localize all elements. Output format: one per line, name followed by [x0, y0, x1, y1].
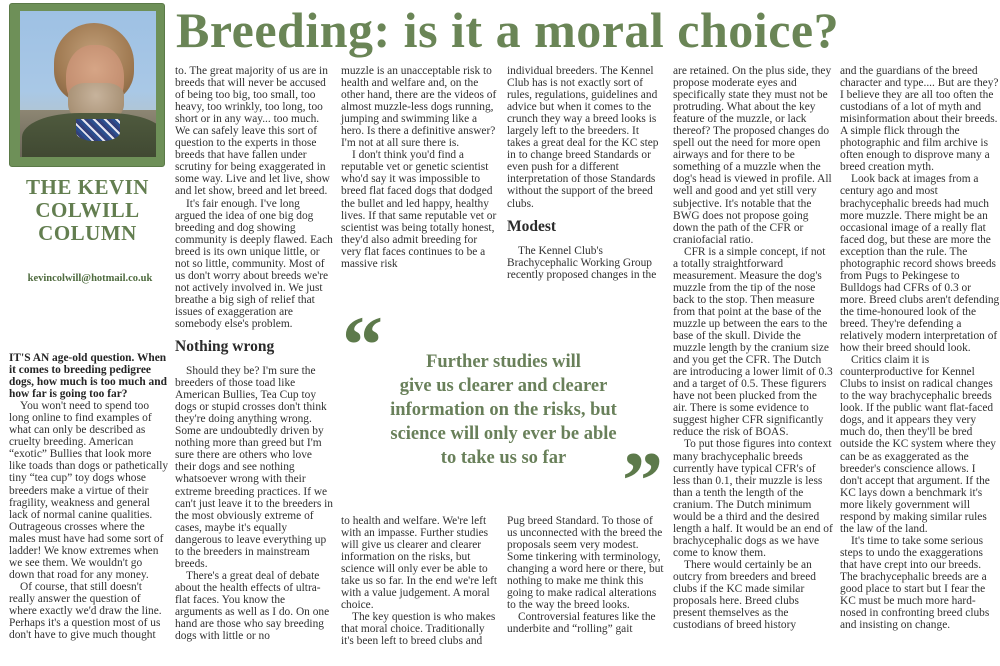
- body-paragraph: There would certainly be an outcry from breeders and breed clubs if the KC made similar proposals here. Breed clubs present themselves as the custodians of breed history: [673, 558, 816, 632]
- subheading-nothing-wrong: Nothing wrong: [175, 338, 275, 356]
- body-paragraph: It's time to take some serious steps to undo the exaggerations that have crept into our breeds. The brachycephalic breeds are a good place to start but I fear the KC must be much more hard-nosed in confronting breed clubs and insisting on change.: [840, 534, 990, 632]
- body-paragraph: There's a great deal of debate about the health effects of ultra-flat faces. You know the arguments as well as I do. On one hand are those who say breeding dogs with little or no: [175, 569, 330, 643]
- close-quote-icon: ”: [622, 435, 663, 526]
- article-column-6: [840, 65, 1000, 631]
- body-paragraph: Of course, that still doesn't really answer the question of where exactly we'd draw the line. Perhaps it's a question most of us don't have to give much thought: [9, 580, 162, 642]
- body-paragraph: I don't think you'd find a reputable vet or genetic scientist who'd say it was impossible to breed flat faced dogs that dodged the bullet and led happy, healthy lives. If that same reputable vet or scientist was being totally honest, they'd also admit breeding for very flat faces continues to be a massive risk: [341, 149, 497, 270]
- article-column-1: [9, 352, 169, 641]
- body-paragraph: The key question is who makes that moral choice. Traditionally it's been left to breed clubs and: [341, 611, 496, 648]
- body-paragraph: are retained. On the plus side, they propose moderate eyes and specifically state they must not be protruding. What about the key feature of the muzzle, or lack thereof? The proposed changes do spell out the need for more open airways and for there to be something of a muzzle when the dog's head is viewed in profile. All well and good and yet still very subjective. It's notable that the BWG does not propose going down the path of the CFR or craniofacial ratio.: [673, 65, 832, 246]
- pull-quote-line: science will only ever be able: [390, 424, 617, 444]
- lead-paragraph: IT'S AN age-old question. When it comes to breeding pedigree dogs, how much is too much and how far is going too far?: [9, 352, 167, 401]
- column-title-line: THE KEVIN: [26, 175, 149, 199]
- pull-quote-line: information on the risks, but: [390, 400, 617, 420]
- body-paragraph: to health and welfare. We're left with an impasse. Further studies will give us clearer and clearer information on the risks, but science will only ever be able to take us so far. In the end we're left with a value judgement. A moral choice.: [341, 515, 498, 612]
- pull-quote-line: to take us so far: [440, 448, 567, 468]
- subheading-modest: Modest: [507, 217, 557, 235]
- author-email-link[interactable]: kevincolwill@hotmail.co.uk: [27, 273, 153, 284]
- article-column-3-top: [341, 65, 499, 270]
- article-column-4-top: [507, 65, 665, 281]
- open-quote-icon: “: [342, 299, 383, 390]
- body-paragraph: The Kennel Club's Brachycephalic Working Group recently proposed changes in the: [507, 244, 657, 281]
- author-portrait-frame: [9, 3, 165, 167]
- article-column-5: [673, 65, 833, 631]
- body-paragraph: muzzle is an unacceptable risk to health and welfare and, on the other hand, there are the videos of almost muzzle-less dogs running, jumping and swimming like a hero. Is there a definitive answer? I'm not at all sure there is.: [341, 65, 497, 150]
- column-title: [10, 176, 165, 245]
- article-column-4-bottom: [507, 515, 665, 635]
- column-title-line: COLUMN: [38, 221, 137, 245]
- pull-quote-text: [356, 350, 651, 470]
- body-paragraph: Pug breed Standard. To those of us unconnected with the breed the proposals seem very modest. Some tinkering with terminology, changing a word here or there, but nothing to make me think this going to make radical alterations to the way the breed looks.: [507, 515, 664, 612]
- article-column-2: [175, 65, 333, 642]
- column-title-line: COLWILL: [35, 198, 140, 222]
- body-paragraph: Critics claim it is counterproductive for Kennel Clubs to insist on radical changes to the way brachycephalic breeds look. If the public want flat-faced dogs, and it appears they very much do, then they'll be bred outside the KC system where they can be as exaggerated as the breeder's conscience allows. I don't accept that argument. If the KC lays down a benchmark it's more likely government will respond by making similar rules the law of the land.: [840, 354, 996, 535]
- article-column-3-bottom: [341, 515, 499, 648]
- body-paragraph: to. The great majority of us are in breeds that will never be accused of being too big, too small, too heavy, too wrinkly, too long, too short or in any way... too much. We can safely leave this sort of question to the experts in those breeds that have fallen under scrutiny for being exaggerated in some way. Live and let live, show and let show, breed and let breed.: [175, 65, 330, 198]
- pull-quote: [340, 299, 665, 526]
- pull-quote-line: give us clearer and clearer: [399, 376, 608, 396]
- body-paragraph: Controversial features like the underbite and “rolling” gait: [507, 611, 656, 636]
- body-paragraph: Should they be? I'm sure the breeders of those toad like American Bullies, Tea Cup toy dogs or stupid crosses don't think they're doing anything wrong. Some are undoubtedly driven by nothing more than greed but I'm sure there are others who love their dogs and see nothing whatsoever wrong with their extreme breeding practices. If we can't just leave it to the breeders in the most obviously extreme of cases, maybe it's equally dangerous to leave everything up to the breeders in mainstream breeds.: [175, 365, 333, 570]
- body-paragraph: Look back at images from a century ago and most brachycephalic breeds had much more muzzle. There might be an occasional image of a really flat faced dog, but these are more the exception than the rule. The photographic record shows breeds from Pugs to Pekingese to Bulldogs had CFRs of 0.3 or more. Breed clubs aren't defending the time-honoured look of the breed. They're defending a relatively modern interpretation of how their breed should look.: [840, 173, 1000, 355]
- author-portrait: [20, 11, 156, 157]
- portrait-scarf: [76, 119, 120, 141]
- body-paragraph: To put those figures into context many brachycephalic breeds currently have typical CFR's of less than 0.1, their muzzle is less than a tenth the length of the cranium. The Dutch minimum would be a third and the desired length a half. It would be an end of brachycephalic dogs as we have come to know them.: [673, 438, 833, 559]
- body-paragraph: It's fair enough. I've long argued the idea of one big dog breeding and dog showing community is deeply flawed. Each breed is its own unique little, or not so little, community. Most of us don't worry about breeds we're not actively involved in. We just breathe a big sigh of relief that issues of exaggeration are somebody else's problem.: [175, 197, 333, 330]
- headline: Breeding: is it a moral choice?: [176, 2, 840, 58]
- pull-quote-line: Further studies will: [426, 352, 581, 372]
- body-paragraph: and the guardians of the breed character and type.... But are they? I believe they are all too often the custodians of a lot of myth and misinformation about their breeds. A simple flick through the photographic and film archive is often enough to disprove many a breed creation myth.: [840, 65, 999, 174]
- body-paragraph: individual breeders. The Kennel Club has is not exactly sort of rules, regulations, guidelines and advice but when it comes to the crunch they way a breed looks is largely left to the breeders. It takes a great deal for the KC step in to change breed Standards or even push for a different interpretation of those Standards without the support of the breed clubs.: [507, 65, 659, 210]
- body-paragraph: You won't need to spend too long online to find examples of what can only be described as cruelty breeding. American “exotic” Bullies that look more like toads than dogs or pathetically tiny “tea cup” toy dogs whose breeders make a virtue of their fragility, weakness and general lack of normal canine qualities. Outrageous crosses where the males must have had some sort of ladder! We know extremes when we see them. We wouldn't go down that road for any money.: [9, 400, 169, 581]
- body-paragraph: CFR is a simple concept, if not a totally straightforward measurement. Measure the dog's muzzle from the tip of the nose back to the stop. Then measure from that point at the base of the muzzle up between the ears to the base of the skull. Divide the muzzle length by the cranium size and you get the CFR. The Dutch are introducing a lower limit of 0.3 and a target of 0.5. These figurers have not been plucked from the air. There is some evidence to suggest higher CFR significantly reduce the risk of BOAS.: [673, 245, 833, 439]
